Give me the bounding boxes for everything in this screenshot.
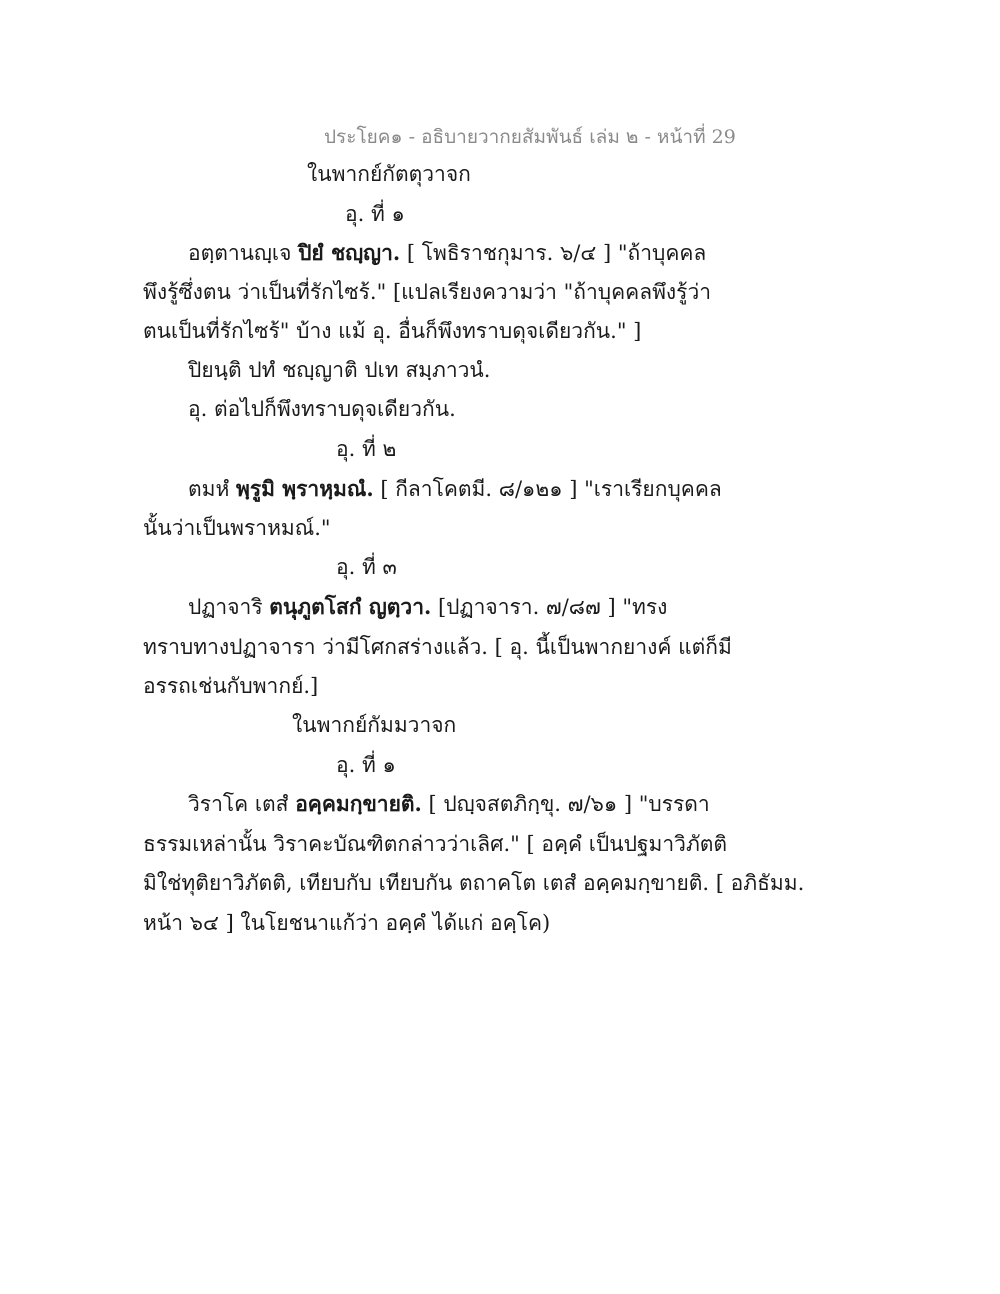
example-line	[188, 791, 710, 817]
section-heading-active-voice: ในพากย์กัตตุวาจก	[307, 162, 471, 186]
paragraph-line: ตนเป็นที่รักไซร้" บ้าง แม้ อุ. อื่นก็พึงทราบดุจเดียวกัน." ]	[143, 319, 642, 343]
example-line	[188, 476, 722, 502]
example-label: อุ. ที่ ๓	[336, 555, 397, 579]
example-label: อุ. ที่ ๒	[336, 437, 397, 461]
pali-text: วิราโค เตสํ	[188, 792, 296, 816]
paragraph-line: อรรถเช่นกับพากย์.]	[143, 674, 319, 698]
pali-bold-text: ตนุภูตโสกํ ญตฺวา.	[269, 594, 432, 619]
pali-bold-text: ปิยํ ชญฺญา.	[298, 240, 401, 265]
pali-text: ปฏาจาริ	[188, 595, 270, 619]
paragraph-line: นั้นว่าเป็นพราหมณ์."	[143, 516, 331, 540]
example-line	[188, 240, 706, 266]
paragraph-line: มิใช่ทุติยาวิภัตติ, เทียบกับ เทียบกัน ตถาคโต เตสํ อคฺคมกฺขายติ. [ อภิธัมม.	[143, 871, 805, 895]
pali-text: อตฺตานญฺเจ	[188, 241, 299, 265]
section-heading-passive-voice: ในพากย์กัมมวาจก	[292, 713, 457, 737]
reference-text: [ปฏาจารา. ๗/๘๗ ] "ทรง	[431, 595, 668, 619]
paragraph-line: หน้า ๖๔ ] ในโยชนาแก้ว่า อคฺคํ ได้แก่ อคฺโค)	[143, 911, 551, 935]
page-header: ประโยค๑ - อธิบายวากยสัมพันธ์ เล่ม ๒ - หน้าที่ 29	[324, 126, 736, 148]
reference-text: [ กีลาโคตมี. ๘/๑๒๑ ] "เราเรียกบุคคล	[373, 477, 722, 501]
example-label: อุ. ที่ ๑	[336, 753, 396, 777]
paragraph-line: อุ. ต่อไปก็พึงทราบดุจเดียวกัน.	[188, 397, 456, 421]
pali-text: ตมหํ	[188, 477, 236, 501]
paragraph-line: พึงรู้ซึ่งตน ว่าเป็นที่รักไซร้." [แปลเรียงความว่า "ถ้าบุคคลพึงรู้ว่า	[143, 280, 712, 304]
paragraph-line: ปิยนฺติ ปทํ ชญฺญาติ ปเท สมฺภาวนํ.	[188, 358, 491, 382]
example-label: อุ. ที่ ๑	[345, 202, 405, 226]
reference-text: [ ปญฺจสตภิกฺขุ. ๗/๖๑ ] "บรรดา	[421, 792, 710, 816]
reference-text: [ โพธิราชกุมาร. ๖/๔ ] "ถ้าบุคคล	[400, 241, 707, 265]
paragraph-line: ทราบทางปฏาจารา ว่ามีโศกสร่างแล้ว. [ อุ. นี้เป็นพากยางค์ แต่ก็มี	[143, 635, 732, 659]
pali-bold-text: อคฺคมกฺขายติ.	[295, 791, 422, 816]
pali-bold-text: พฺรูมิ พฺราหฺมณํ.	[236, 476, 374, 501]
example-line	[188, 594, 667, 620]
paragraph-line: ธรรมเหล่านั้น วิราคะบัณฑิตกล่าวว่าเลิศ." [ อคฺคํ เป็นปฐมาวิภัตติ	[143, 832, 728, 856]
